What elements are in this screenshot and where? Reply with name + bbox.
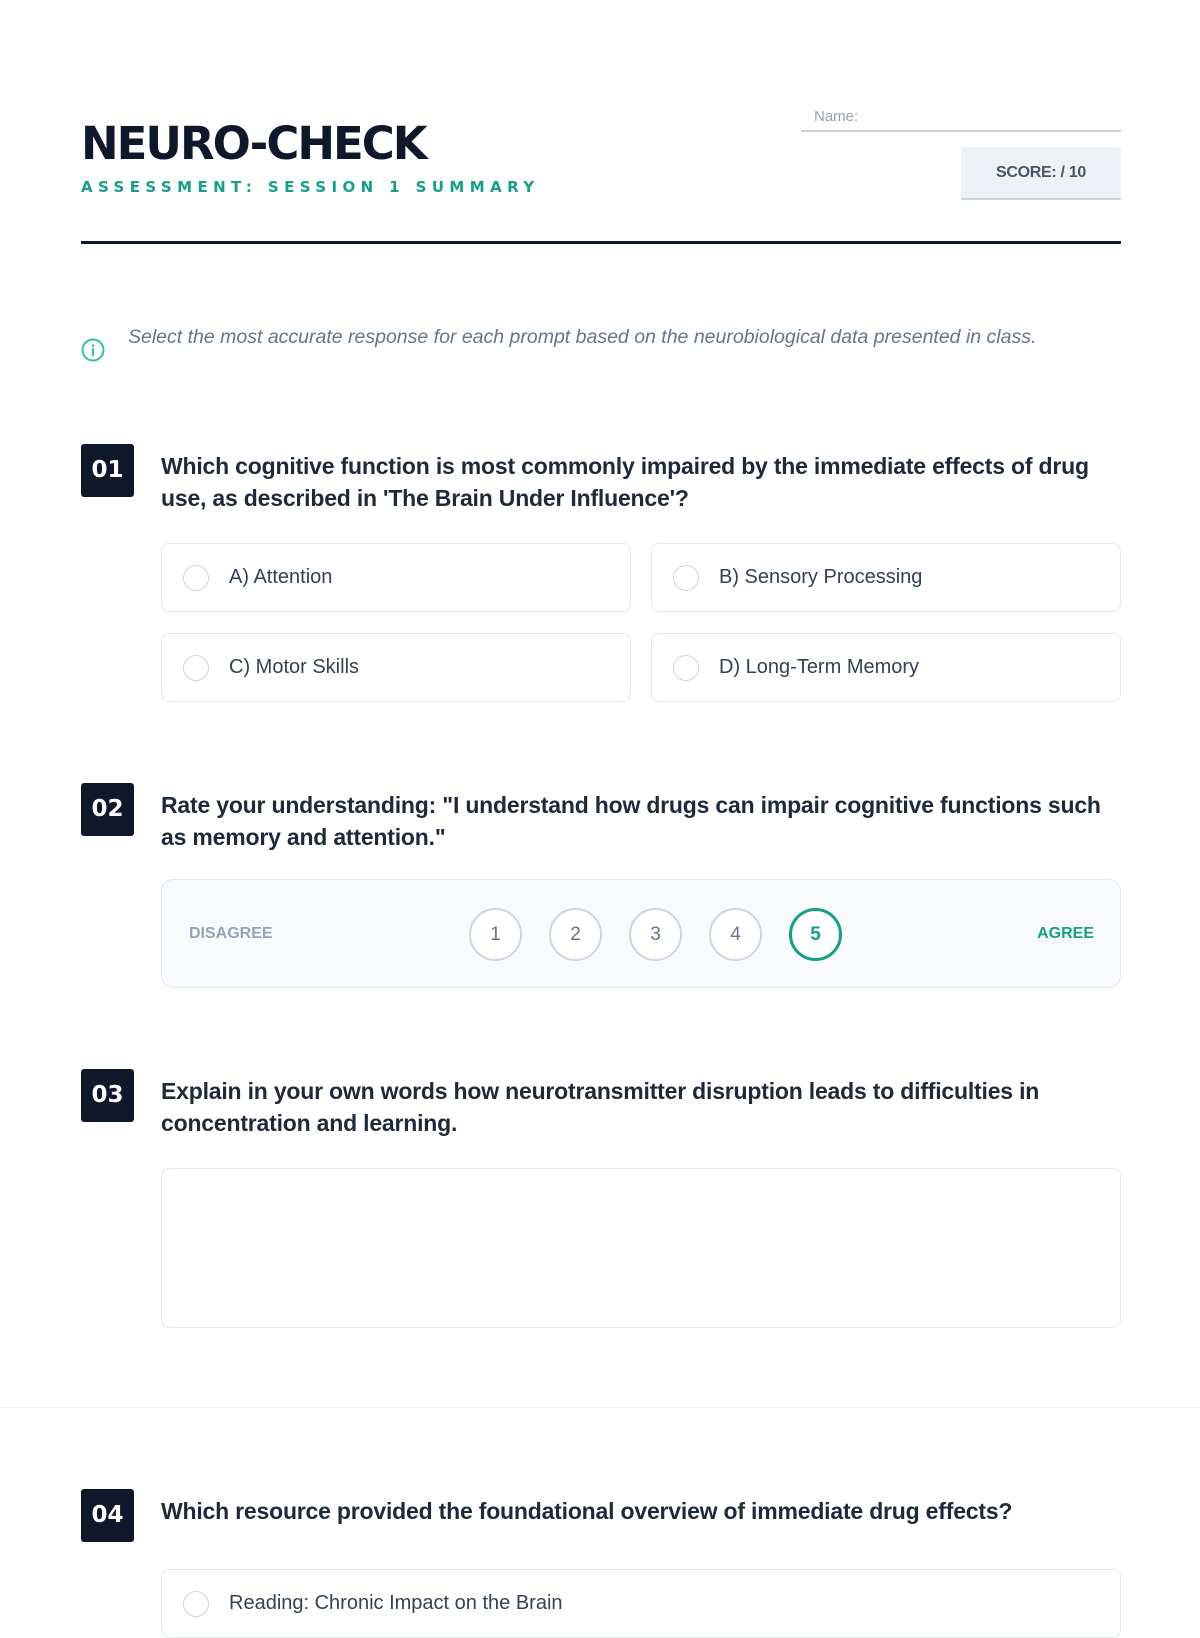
question-text: Which resource provided the foundational overview of immediate drug effects?: [161, 1498, 1013, 1524]
option-a[interactable]: [161, 543, 631, 612]
scale-point-4[interactable]: 4: [709, 908, 762, 961]
option-b[interactable]: [651, 543, 1121, 612]
section-divider: [0, 1407, 1200, 1408]
question-number: 03: [81, 1069, 134, 1122]
option-label: A) Attention: [229, 566, 333, 588]
question-text: Which cognitive function is most commonly impaired by the immediate effects of drug use, as described in 'The Brain Under Influence'?: [161, 453, 1089, 511]
radio-button[interactable]: [183, 1591, 209, 1617]
score-badge: SCORE: / 10: [961, 147, 1121, 200]
answer-textarea[interactable]: [161, 1168, 1121, 1328]
option-label: B) Sensory Processing: [719, 566, 923, 588]
instruction-text: Select the most accurate response for each prompt based on the neurobiological data presented in class.: [128, 326, 1037, 348]
option-label: Reading: Chronic Impact on the Brain: [229, 1592, 563, 1614]
info-icon: [81, 338, 105, 362]
option-d[interactable]: [651, 633, 1121, 702]
question-text: Explain in your own words how neurotransmitter disruption leads to difficulties in concentration and learning.: [161, 1078, 1040, 1136]
header: [81, 108, 1121, 244]
page-subtitle: ASSESSMENT: SESSION 1 SUMMARY: [81, 178, 540, 196]
radio-button[interactable]: [673, 565, 699, 591]
option-label: D) Long-Term Memory: [719, 656, 920, 678]
radio-button[interactable]: [183, 565, 209, 591]
question-number: 04: [81, 1489, 134, 1542]
option-label: C) Motor Skills: [229, 656, 360, 678]
question-number: 01: [81, 444, 134, 497]
name-label: Name:: [814, 108, 859, 125]
name-field[interactable]: [801, 104, 1121, 132]
option-a[interactable]: [161, 1569, 1121, 1638]
option-c[interactable]: [161, 633, 631, 702]
question-text: Rate your understanding: "I understand how drugs can impair cognitive functions such as memory and attention.": [161, 792, 1101, 850]
page-title: NEURO-CHECK: [81, 117, 426, 170]
likert-scale: [161, 879, 1121, 988]
scale-point-1[interactable]: 1: [469, 908, 522, 961]
radio-button[interactable]: [673, 655, 699, 681]
scale-point-5[interactable]: 5: [789, 908, 842, 961]
scale-label-disagree: DISAGREE: [189, 925, 273, 942]
scale-point-2[interactable]: 2: [549, 908, 602, 961]
radio-button[interactable]: [183, 655, 209, 681]
scale-label-agree: AGREE: [1037, 925, 1094, 942]
scale-point-3[interactable]: 3: [629, 908, 682, 961]
question-number: 02: [81, 783, 134, 836]
